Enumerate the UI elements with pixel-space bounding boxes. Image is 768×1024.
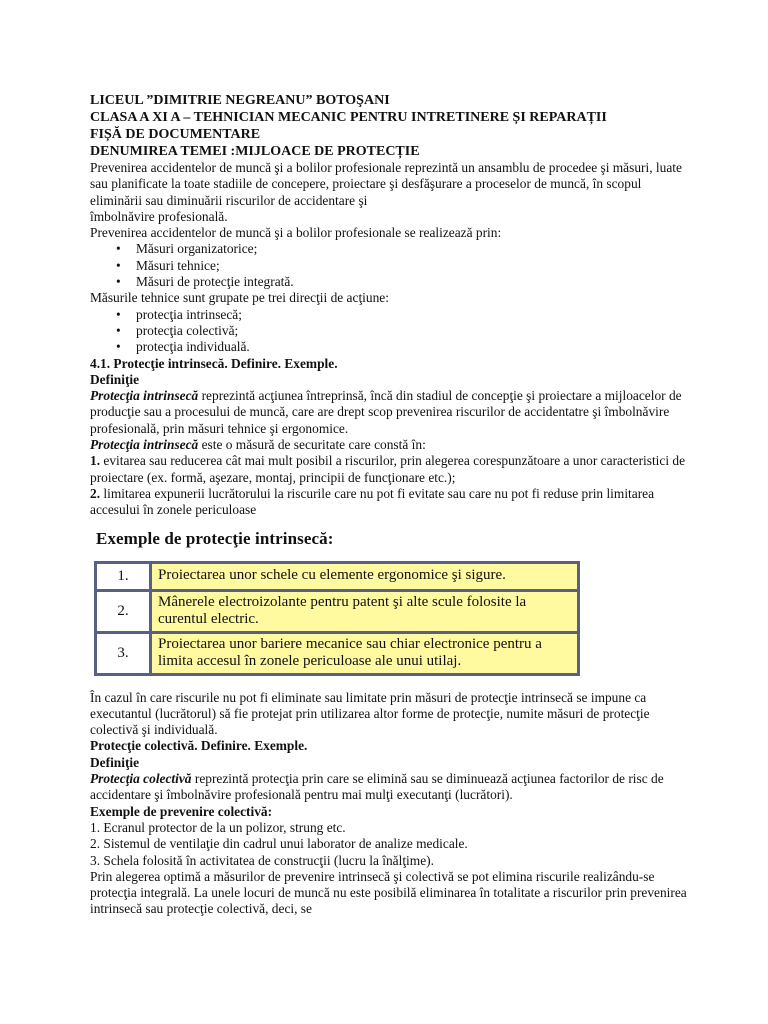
term: Protecţia intrinsecă bbox=[90, 388, 199, 404]
closing-line: protecţia integrală. La unele locuri de muncă nu este posibilă eliminarea în totalitate a riscurilor prin prevenirea bbox=[90, 885, 687, 901]
definition-text: reprezintă acţiunea întreprinsă, încă din stadiul de concepţie şi proiectare a mijloacelor de bbox=[198, 388, 682, 404]
after-box-line: executantul (lucrătorul) să fie protejat prin utilizarea altor forme de protecţie, numite măsuri de protecţie bbox=[90, 705, 650, 721]
section-1-consists-line bbox=[90, 437, 714, 453]
section-1-definition-line: profesională, prin măsuri tehnice şi ergonomice. bbox=[90, 420, 349, 436]
directions-list bbox=[90, 307, 714, 356]
row-number: 3. bbox=[97, 631, 152, 673]
term: Protecţia colectivă bbox=[90, 771, 192, 787]
section-1-item-2 bbox=[90, 486, 714, 502]
list-item: • protecţia intrinsecă; bbox=[136, 307, 714, 323]
item-number: 1. bbox=[90, 453, 101, 469]
section-2-definition-label: Definiţie bbox=[90, 754, 140, 770]
item-text: limitarea expunerii lucrătorului la riscurile care nu pot fi evitate sau care nu pot fi reduse prin limitarea bbox=[100, 485, 655, 501]
section-2-title: Protecţie colectivă. Definire. Exemple. bbox=[90, 738, 308, 754]
after-box-line: În cazul în care riscurile nu pot fi eliminate sau limitate prin măsuri de protecţie intrinsecă se impune ca bbox=[90, 689, 647, 705]
document-type: FIȘĂ DE DOCUMENTARE bbox=[90, 127, 261, 142]
item-number: 2. bbox=[90, 485, 101, 501]
section-1-definition-line: producţie sau a procesului de muncă, care are drept scop prevenirea riscurilor de accidentatre şi îmbolnăvire bbox=[90, 404, 670, 420]
list-item: • Măsuri de protecţie integrată. bbox=[136, 274, 714, 290]
school-name: LICEUL ”DIMITRIE NEGREANU” BOTOŞANI bbox=[90, 93, 390, 108]
consists-text: este o măsură de securitate care constă în: bbox=[198, 437, 426, 453]
examples-box-title: Exemple de protecţie intrinsecă: bbox=[96, 528, 334, 548]
list-item: 3. Schela folosită în activitatea de construcţii (lucru la înălţime). bbox=[90, 852, 434, 868]
examples-table bbox=[94, 561, 580, 676]
table-row bbox=[97, 564, 577, 589]
directions-intro: Măsurile tehnice sunt grupate pe trei direcţii de acţiune: bbox=[90, 290, 389, 306]
list-item: 2. Sistemul de ventilaţie din cadrul unui laborator de analize medicale. bbox=[90, 836, 468, 852]
closing-line: intrinsecă sau protecţie colectivă, deci, se bbox=[90, 901, 312, 917]
row-text-line: Proiectarea unor bariere mecanice sau chiar electronice pentru a bbox=[158, 635, 542, 652]
class-title: CLASA A XI A – TEHNICIAN MECANIC PENTRU INTRETINERE ȘI REPARAȚII bbox=[90, 110, 607, 125]
after-box-line: colectivă şi individuală. bbox=[90, 722, 218, 738]
list-item: • protecţia colectivă; bbox=[136, 323, 714, 339]
intro-paragraph-line: Prevenirea accidentelor de muncă şi a bolilor profesionale reprezintă un ansamblu de procedee şi măsuri, luate bbox=[90, 160, 682, 175]
row-text bbox=[152, 631, 577, 673]
list-item: • Măsuri organizatorice; bbox=[136, 241, 714, 257]
intro-paragraph-line: sau planificate la toate stadiile de concepere, proiectare şi desfăşurare a proceselor de muncă, în scopul bbox=[90, 176, 642, 192]
section-2-definition-line bbox=[90, 771, 714, 787]
term: Protecţia intrinsecă bbox=[90, 437, 199, 453]
list-item: 1. Ecranul protector de la un polizor, strung etc. bbox=[90, 819, 346, 835]
list-item: • protecţia individuală. bbox=[136, 339, 714, 355]
measures-list bbox=[90, 241, 714, 290]
closing-line: Prin alegerea optimă a măsurilor de prevenire intrinsecă şi colectivă se pot elimina riscurile realizându-se bbox=[90, 868, 655, 884]
table-row bbox=[97, 589, 577, 631]
row-number: 2. bbox=[97, 589, 152, 631]
definition-text: reprezintă protecţia prin care se elimină sau se diminuează acţiunea factorilor de risc de bbox=[191, 771, 664, 787]
intro-paragraph-line: îmbolnăvire profesională. bbox=[90, 208, 228, 224]
section-1-item-1 bbox=[90, 453, 714, 469]
topic-title: DENUMIREA TEMEI :MIJLOACE DE PROTECȚIE bbox=[90, 144, 420, 159]
table-row bbox=[97, 631, 577, 673]
row-text-line: Proiectarea unor schele cu elemente ergonomice şi sigure. bbox=[158, 567, 506, 584]
row-text bbox=[152, 564, 577, 589]
row-text-line: curentul electric. bbox=[158, 610, 259, 627]
section-1-item-1-cont: proiectare (ex. formă, aşezare, montaj, principii de funcţionare etc.); bbox=[90, 469, 456, 485]
section-1-title: 4.1. Protecţie intrinsecă. Definire. Exemple. bbox=[90, 355, 338, 371]
section-1-definition-line bbox=[90, 388, 714, 404]
row-number: 1. bbox=[97, 564, 152, 589]
section-2-examples-label: Exemple de prevenire colectivă: bbox=[90, 803, 273, 819]
item-text: evitarea sau reducerea cât mai mult posibil a riscurilor, prin alegerea corespunzătoare a unor caracteristici de bbox=[100, 453, 686, 469]
section-1-item-2-cont: accesului în zonele periculoase bbox=[90, 502, 257, 518]
intro-paragraph-2: Prevenirea accidentelor de muncă şi a bolilor profesionale se realizează prin: bbox=[90, 225, 502, 241]
section-2-definition-line: accidentare şi îmbolnăvire profesională pentru mai mulţi executanţi (lucrători). bbox=[90, 787, 513, 803]
intro-paragraph-line: eliminării sau diminuării riscurilor de accidentare şi bbox=[90, 192, 368, 208]
row-text bbox=[152, 589, 577, 631]
list-item: • Măsuri tehnice; bbox=[136, 258, 714, 274]
section-1-definition-label: Definiţie bbox=[90, 371, 140, 387]
row-text-line: Mânerele electroizolante pentru patent şi alte scule folosite la bbox=[158, 593, 527, 610]
row-text-line: limita accesul în zonele periculoase ale unui utilaj. bbox=[158, 652, 462, 669]
